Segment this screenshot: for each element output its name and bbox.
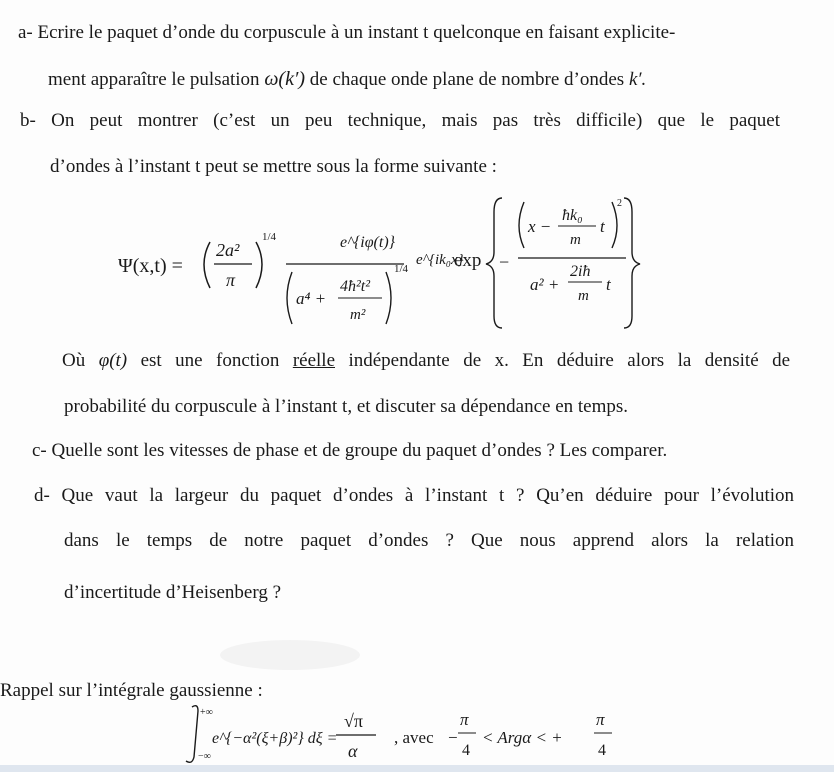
item-d-marker: d- bbox=[34, 485, 50, 506]
item-a-line1 bbox=[18, 22, 798, 44]
hk0: ħk₀ bbox=[562, 207, 583, 224]
item-c-line1 bbox=[32, 440, 667, 462]
item-b-after2 bbox=[64, 396, 628, 418]
item-d-line3-text: d’incertitude d’Heisenberg ? bbox=[64, 582, 282, 603]
exp-14-a: 1/4 bbox=[262, 231, 277, 243]
item-d-line2 bbox=[64, 530, 794, 552]
item-d-text: Que vaut la largeur du paquet d’ondes à l’instant t ? Qu’en déduire pour l’évolution bbox=[61, 485, 794, 506]
item-d-line3 bbox=[64, 582, 281, 604]
rappel-title-text: Rappel sur l’intégrale gaussienne : bbox=[0, 680, 263, 701]
pi-right: π bbox=[596, 710, 605, 729]
phi-t: φ(t) bbox=[98, 350, 128, 371]
avec-word: , avec bbox=[394, 728, 434, 747]
e-iphi: e^{iφ(t)} bbox=[340, 234, 396, 251]
scan-smudge bbox=[220, 640, 360, 670]
two-a2: 2a² bbox=[216, 240, 240, 260]
t-num: t bbox=[600, 217, 605, 236]
den-num: 4ħ²t² bbox=[340, 278, 371, 295]
integrand: e^{−α²(ξ+β)²} dξ = bbox=[212, 730, 338, 747]
e-ik0x: e^{ik₀x} bbox=[416, 252, 464, 268]
item-d-line2-text: dans le temps de notre paquet d’ondes ? Que nous apprend alors la relation bbox=[64, 530, 794, 551]
item-b-text: On peut montrer (c’est un peu technique, mais pas très difficile) que le paquet bbox=[51, 110, 780, 131]
a2-plus: a² + bbox=[530, 275, 560, 294]
rappel-title bbox=[0, 680, 263, 702]
gaussian-integral bbox=[180, 703, 640, 765]
reelle-underlined: réelle bbox=[292, 350, 335, 371]
kprime: k′. bbox=[628, 69, 647, 90]
ineq-mid: < Argα < + bbox=[482, 728, 563, 747]
minus-sign: − bbox=[499, 252, 510, 272]
four-right: 4 bbox=[598, 742, 606, 759]
pi-left: π bbox=[460, 710, 469, 729]
bottom-strip bbox=[0, 765, 834, 772]
den-m2: m² bbox=[350, 307, 366, 323]
after1-mid: est une fonction bbox=[140, 350, 280, 371]
item-a-marker: a- bbox=[18, 22, 33, 43]
four-left: 4 bbox=[462, 742, 470, 759]
exp-14-b: 1/4 bbox=[394, 263, 409, 275]
x-minus: x − bbox=[528, 217, 552, 236]
item-d-line1 bbox=[34, 485, 794, 507]
omega-kprime: ω(k′) bbox=[264, 68, 306, 90]
two-ih: 2iħ bbox=[570, 263, 591, 280]
exp-word: exp bbox=[454, 250, 482, 271]
item-a-line2 bbox=[48, 68, 646, 91]
integral-upper: +∞ bbox=[200, 707, 213, 718]
integral-lower: −∞ bbox=[198, 751, 211, 762]
item-b-line2 bbox=[50, 156, 497, 178]
sqrt-pi: √π bbox=[344, 711, 363, 731]
t-den: t bbox=[606, 275, 611, 294]
m-under-hk0: m bbox=[570, 232, 581, 248]
den-a4: a⁴ + bbox=[296, 289, 327, 308]
ou-word: Où bbox=[62, 350, 86, 371]
item-b-line2-text: d’ondes à l’instant t peut se mettre sous la forme suivante : bbox=[50, 156, 497, 177]
item-b-after1 bbox=[62, 350, 790, 372]
psi-formula bbox=[118, 192, 648, 332]
square-exp: 2 bbox=[617, 198, 622, 209]
item-b-marker: b- bbox=[20, 110, 36, 131]
psi-lhs: Ψ(x,t) = bbox=[118, 255, 183, 277]
after2-text: probabilité du corpuscule à l’instant t, et discuter sa dépendance en temps. bbox=[64, 396, 629, 417]
item-a-line2-text: ment apparaître le pulsation bbox=[48, 69, 260, 90]
alpha-den: α bbox=[348, 741, 358, 761]
m-under-2ih: m bbox=[578, 288, 589, 304]
item-a-text: Ecrire le paquet d’onde du corpuscule à un instant t quelconque en faisant explicite- bbox=[37, 22, 676, 43]
item-b-line1 bbox=[20, 110, 780, 132]
item-c-marker: c- bbox=[32, 440, 47, 461]
item-a-line2-after: de chaque onde plane de nombre d’ondes bbox=[309, 69, 625, 90]
after1-end: indépendante de x. En déduire alors la densité de bbox=[348, 350, 791, 371]
pi-den: π bbox=[226, 270, 236, 290]
minus-frac-sign: − bbox=[448, 728, 458, 747]
item-c-text: Quelle sont les vitesses de phase et de groupe du paquet d’ondes ? Les comparer. bbox=[51, 440, 668, 461]
